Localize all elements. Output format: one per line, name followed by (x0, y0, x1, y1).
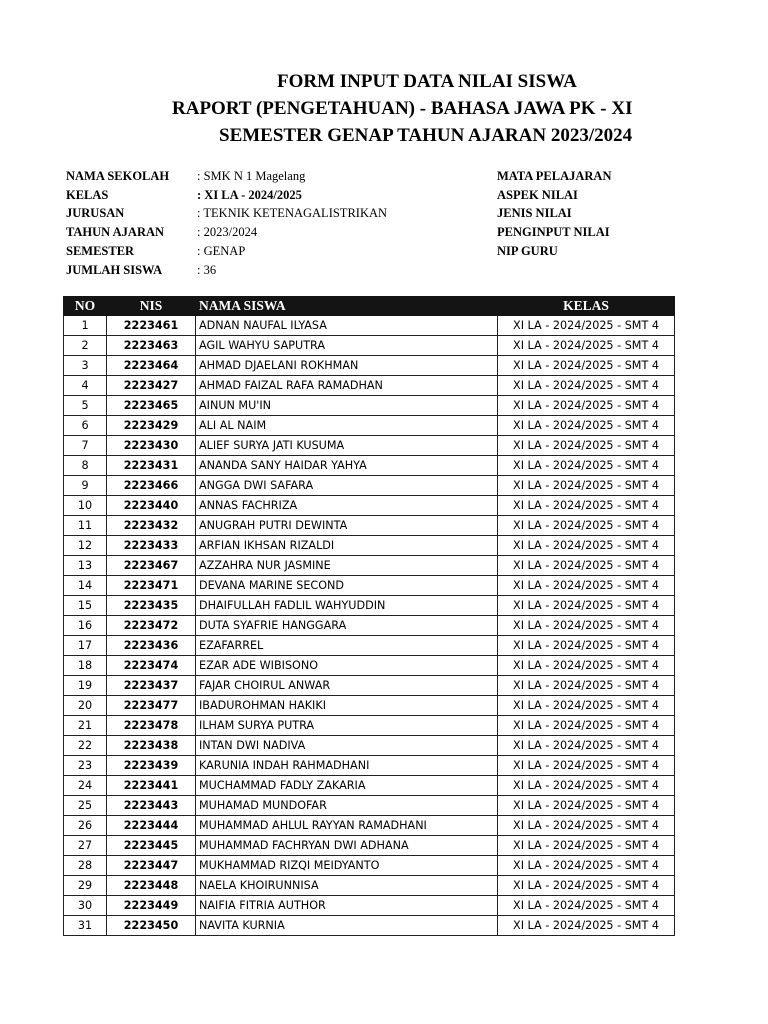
cell-kelas[interactable]: XI LA - 2024/2025 - SMT 4 (498, 316, 675, 336)
cell-nama[interactable]: DHAIFULLAH FADLIL WAHYUDDIN (196, 596, 498, 616)
cell-nis[interactable]: 2223450 (107, 916, 196, 936)
cell-nis[interactable]: 2223432 (107, 516, 196, 536)
table-row (64, 736, 675, 756)
col-header-nama: NAMA SISWA (196, 297, 498, 316)
cell-nama[interactable]: AINUN MU'IN (196, 396, 498, 416)
cell-no[interactable]: 21 (64, 716, 107, 736)
cell-nis[interactable]: 2223465 (107, 396, 196, 416)
cell-no[interactable]: 20 (64, 696, 107, 716)
cell-nis[interactable]: 2223466 (107, 476, 196, 496)
cell-nama[interactable]: MUHAMAD MUNDOFAR (196, 796, 498, 816)
info-row (66, 186, 387, 205)
cell-nis[interactable]: 2223441 (107, 776, 196, 796)
info-row (66, 223, 387, 242)
info-value: : GENAP (197, 243, 246, 258)
cell-no[interactable]: 12 (64, 536, 107, 556)
cell-nis[interactable]: 2223439 (107, 756, 196, 776)
cell-no[interactable]: 3 (64, 356, 107, 376)
cell-no[interactable]: 11 (64, 516, 107, 536)
cell-nis[interactable]: 2223437 (107, 676, 196, 696)
cell-nis[interactable]: 2223440 (107, 496, 196, 516)
table-row (64, 616, 675, 636)
cell-nis[interactable]: 2223463 (107, 336, 196, 356)
table-row (64, 716, 675, 736)
col-header-no: NO (64, 297, 107, 316)
table-row (64, 876, 675, 896)
cell-kelas[interactable]: XI LA - 2024/2025 - SMT 4 (498, 396, 675, 416)
table-row (64, 456, 675, 476)
cell-no[interactable]: 6 (64, 416, 107, 436)
cell-no[interactable]: 23 (64, 756, 107, 776)
cell-nama[interactable]: ADNAN NAUFAL ILYASA (196, 316, 498, 336)
info-label: SEMESTER (66, 243, 135, 258)
table-row (64, 816, 675, 836)
info-row (66, 261, 387, 280)
cell-kelas[interactable]: XI LA - 2024/2025 - SMT 4 (498, 676, 675, 696)
cell-no[interactable]: 17 (64, 636, 107, 656)
cell-no[interactable]: 31 (64, 916, 107, 936)
cell-kelas[interactable]: XI LA - 2024/2025 - SMT 4 (498, 916, 675, 936)
cell-no[interactable]: 24 (64, 776, 107, 796)
form-title: FORM INPUT DATA NILAI SISWA (277, 71, 577, 92)
table-row (64, 356, 675, 376)
title-clip (0, 0, 669, 146)
info-label: TAHUN AJARAN (66, 225, 165, 240)
cell-nama[interactable]: AHMAD FAIZAL RAFA RAMADHAN (196, 376, 498, 396)
table-row (64, 896, 675, 916)
semester-title: SEMESTER GENAP TAHUN AJARAN 2023/2024 (219, 125, 633, 146)
table-row (64, 636, 675, 656)
table-row (64, 656, 675, 676)
cell-nis[interactable]: 2223444 (107, 816, 196, 836)
cell-kelas[interactable]: XI LA - 2024/2025 - SMT 4 (498, 896, 675, 916)
cell-kelas[interactable]: XI LA - 2024/2025 - SMT 4 (498, 716, 675, 736)
table-row (64, 436, 675, 456)
subject-info (497, 167, 611, 261)
subject-info-label: JENIS NILAI (497, 206, 572, 221)
cell-nama[interactable]: ALIEF SURYA JATI KUSUMA (196, 436, 498, 456)
cell-no[interactable]: 15 (64, 596, 107, 616)
cell-kelas[interactable]: XI LA - 2024/2025 - SMT 4 (498, 416, 675, 436)
cell-nis[interactable]: 2223471 (107, 576, 196, 596)
table-row (64, 576, 675, 596)
cell-kelas[interactable]: XI LA - 2024/2025 - SMT 4 (498, 436, 675, 456)
table-row (64, 756, 675, 776)
cell-nama[interactable]: FAJAR CHOIRUL ANWAR (196, 676, 498, 696)
table-row (64, 516, 675, 536)
col-header-kelas: KELAS (498, 297, 675, 316)
cell-nama[interactable]: MUHAMMAD AHLUL RAYYAN RAMADHANI (196, 816, 498, 836)
cell-nama[interactable]: AGIL WAHYU SAPUTRA (196, 336, 498, 356)
table-row (64, 316, 675, 336)
table-row (64, 336, 675, 356)
cell-nis[interactable]: 2223478 (107, 716, 196, 736)
cell-kelas[interactable]: XI LA - 2024/2025 - SMT 4 (498, 556, 675, 576)
cell-nis[interactable]: 2223445 (107, 836, 196, 856)
cell-kelas[interactable]: XI LA - 2024/2025 - SMT 4 (498, 876, 675, 896)
cell-kelas[interactable]: XI LA - 2024/2025 - SMT 4 (498, 616, 675, 636)
table-row (64, 856, 675, 876)
subject-info-label: ASPEK NILAI (497, 187, 578, 202)
cell-nama[interactable]: AHMAD DJAELANI ROKHMAN (196, 356, 498, 376)
cell-nama[interactable]: KARUNIA INDAH RAHMADHANI (196, 756, 498, 776)
cell-kelas[interactable]: XI LA - 2024/2025 - SMT 4 (498, 336, 675, 356)
cell-nama[interactable]: EZAR ADE WIBISONO (196, 656, 498, 676)
cell-kelas[interactable]: XI LA - 2024/2025 - SMT 4 (498, 516, 675, 536)
info-row (66, 204, 387, 223)
cell-nama[interactable]: ANNAS FACHRIZA (196, 496, 498, 516)
cell-kelas[interactable]: XI LA - 2024/2025 - SMT 4 (498, 356, 675, 376)
cell-no[interactable]: 4 (64, 376, 107, 396)
cell-kelas[interactable]: XI LA - 2024/2025 - SMT 4 (498, 696, 675, 716)
cell-no[interactable]: 10 (64, 496, 107, 516)
cell-nis[interactable]: 2223474 (107, 656, 196, 676)
cell-kelas[interactable]: XI LA - 2024/2025 - SMT 4 (498, 656, 675, 676)
cell-nis[interactable]: 2223430 (107, 436, 196, 456)
cell-nis[interactable]: 2223464 (107, 356, 196, 376)
cell-nama[interactable]: ILHAM SURYA PUTRA (196, 716, 498, 736)
cell-nis[interactable]: 2223447 (107, 856, 196, 876)
cell-kelas[interactable]: XI LA - 2024/2025 - SMT 4 (498, 776, 675, 796)
col-header-nis: NIS (107, 297, 196, 316)
cell-no[interactable]: 13 (64, 556, 107, 576)
cell-kelas[interactable]: XI LA - 2024/2025 - SMT 4 (498, 536, 675, 556)
cell-kelas[interactable]: XI LA - 2024/2025 - SMT 4 (498, 816, 675, 836)
info-label: JUMLAH SISWA (66, 262, 163, 277)
cell-no[interactable]: 18 (64, 656, 107, 676)
subject-info-label: NIP GURU (497, 243, 558, 258)
cell-no[interactable]: 28 (64, 856, 107, 876)
cell-nama[interactable]: NAVITA KURNIA (196, 916, 498, 936)
info-row (66, 242, 387, 261)
cell-nis[interactable]: 2223449 (107, 896, 196, 916)
cell-kelas[interactable]: XI LA - 2024/2025 - SMT 4 (498, 636, 675, 656)
cell-kelas[interactable]: XI LA - 2024/2025 - SMT 4 (498, 456, 675, 476)
student-table (63, 296, 675, 936)
info-label: KELAS (66, 187, 109, 202)
cell-no[interactable]: 14 (64, 576, 107, 596)
cell-nis[interactable]: 2223433 (107, 536, 196, 556)
cell-kelas[interactable]: XI LA - 2024/2025 - SMT 4 (498, 736, 675, 756)
cell-no[interactable]: 25 (64, 796, 107, 816)
table-row (64, 596, 675, 616)
cell-nis[interactable]: 2223429 (107, 416, 196, 436)
school-info (66, 167, 387, 279)
cell-nis[interactable]: 2223435 (107, 596, 196, 616)
cell-nama[interactable]: ANGGA DWI SAFARA (196, 476, 498, 496)
cell-nama[interactable]: MUKHAMMAD RIZQI MEIDYANTO (196, 856, 498, 876)
cell-nama[interactable]: ALI AL NAIM (196, 416, 498, 436)
cell-no[interactable]: 7 (64, 436, 107, 456)
cell-kelas[interactable]: XI LA - 2024/2025 - SMT 4 (498, 376, 675, 396)
subject-info-label: MATA PELAJARAN (497, 169, 612, 183)
title-block (0, 68, 768, 149)
table-header-row (64, 297, 675, 316)
subject-info-label: PENGINPUT NILAI (497, 225, 610, 240)
cell-nama[interactable]: INTAN DWI NADIVA (196, 736, 498, 756)
table-row (64, 396, 675, 416)
cell-kelas[interactable]: XI LA - 2024/2025 - SMT 4 (498, 796, 675, 816)
cell-kelas[interactable]: XI LA - 2024/2025 - SMT 4 (498, 596, 675, 616)
cell-no[interactable]: 19 (64, 676, 107, 696)
cell-nis[interactable]: 2223461 (107, 316, 196, 336)
cell-nis[interactable]: 2223472 (107, 616, 196, 636)
cell-no[interactable]: 27 (64, 836, 107, 856)
cell-nama[interactable]: AZZAHRA NUR JASMINE (196, 556, 498, 576)
cell-kelas[interactable]: XI LA - 2024/2025 - SMT 4 (498, 496, 675, 516)
cell-nama[interactable]: MUCHAMMAD FADLY ZAKARIA (196, 776, 498, 796)
cell-nis[interactable]: 2223436 (107, 636, 196, 656)
table-row (64, 556, 675, 576)
info-label: JURUSAN (66, 206, 125, 221)
cell-no[interactable]: 29 (64, 876, 107, 896)
cell-nis[interactable]: 2223427 (107, 376, 196, 396)
cell-no[interactable]: 16 (64, 616, 107, 636)
info-value: : SMK N 1 Magelang (197, 169, 306, 183)
cell-no[interactable]: 9 (64, 476, 107, 496)
cell-kelas[interactable]: XI LA - 2024/2025 - SMT 4 (498, 476, 675, 496)
cell-nama[interactable]: ANUGRAH PUTRI DEWINTA (196, 516, 498, 536)
cell-nama[interactable]: EZAFARREL (196, 636, 498, 656)
cell-no[interactable]: 8 (64, 456, 107, 476)
cell-kelas[interactable]: XI LA - 2024/2025 - SMT 4 (498, 576, 675, 596)
table-row (64, 676, 675, 696)
cell-nis[interactable]: 2223448 (107, 876, 196, 896)
cell-nis[interactable]: 2223431 (107, 456, 196, 476)
cell-no[interactable]: 5 (64, 396, 107, 416)
cell-nis[interactable]: 2223443 (107, 796, 196, 816)
table-row (64, 416, 675, 436)
info-label: NAMA SEKOLAH (66, 169, 170, 183)
cell-nama[interactable]: IBADUROHMAN HAKIKI (196, 696, 498, 716)
info-value: : 2023/2024 (197, 225, 258, 240)
cell-nis[interactable]: 2223467 (107, 556, 196, 576)
info-row (66, 167, 387, 186)
cell-nama[interactable]: DUTA SYAFRIE HANGGARA (196, 616, 498, 636)
cell-kelas[interactable]: XI LA - 2024/2025 - SMT 4 (498, 836, 675, 856)
cell-no[interactable]: 26 (64, 816, 107, 836)
table-row (64, 536, 675, 556)
table-row (64, 796, 675, 816)
table-row (64, 916, 675, 936)
table-row (64, 476, 675, 496)
cell-nama[interactable]: DEVANA MARINE SECOND (196, 576, 498, 596)
cell-kelas[interactable]: XI LA - 2024/2025 - SMT 4 (498, 756, 675, 776)
cell-nama[interactable]: NAELA KHOIRUNNISA (196, 876, 498, 896)
table-row (64, 376, 675, 396)
cell-no[interactable]: 22 (64, 736, 107, 756)
cell-nama[interactable]: ANANDA SANY HAIDAR YAHYA (196, 456, 498, 476)
cell-nis[interactable]: 2223477 (107, 696, 196, 716)
cell-nama[interactable]: NAIFIA FITRIA AUTHOR (196, 896, 498, 916)
report-title: RAPORT (PENGETAHUAN) - BAHASA JAWA PK - XI (172, 98, 633, 119)
table-row (64, 836, 675, 856)
cell-nis[interactable]: 2223438 (107, 736, 196, 756)
table-row (64, 776, 675, 796)
cell-nama[interactable]: ARFIAN IKHSAN RIZALDI (196, 536, 498, 556)
info-value: : TEKNIK KETENAGALISTRIKAN (197, 206, 388, 221)
cell-nama[interactable]: MUHAMMAD FACHRYAN DWI ADHANA (196, 836, 498, 856)
table-row (64, 696, 675, 716)
info-value: : 36 (197, 262, 217, 277)
cell-kelas[interactable]: XI LA - 2024/2025 - SMT 4 (498, 856, 675, 876)
cell-no[interactable]: 1 (64, 316, 107, 336)
cell-no[interactable]: 30 (64, 896, 107, 916)
info-value: : XI LA - 2024/2025 (197, 187, 302, 202)
table-row (64, 496, 675, 516)
cell-no[interactable]: 2 (64, 336, 107, 356)
